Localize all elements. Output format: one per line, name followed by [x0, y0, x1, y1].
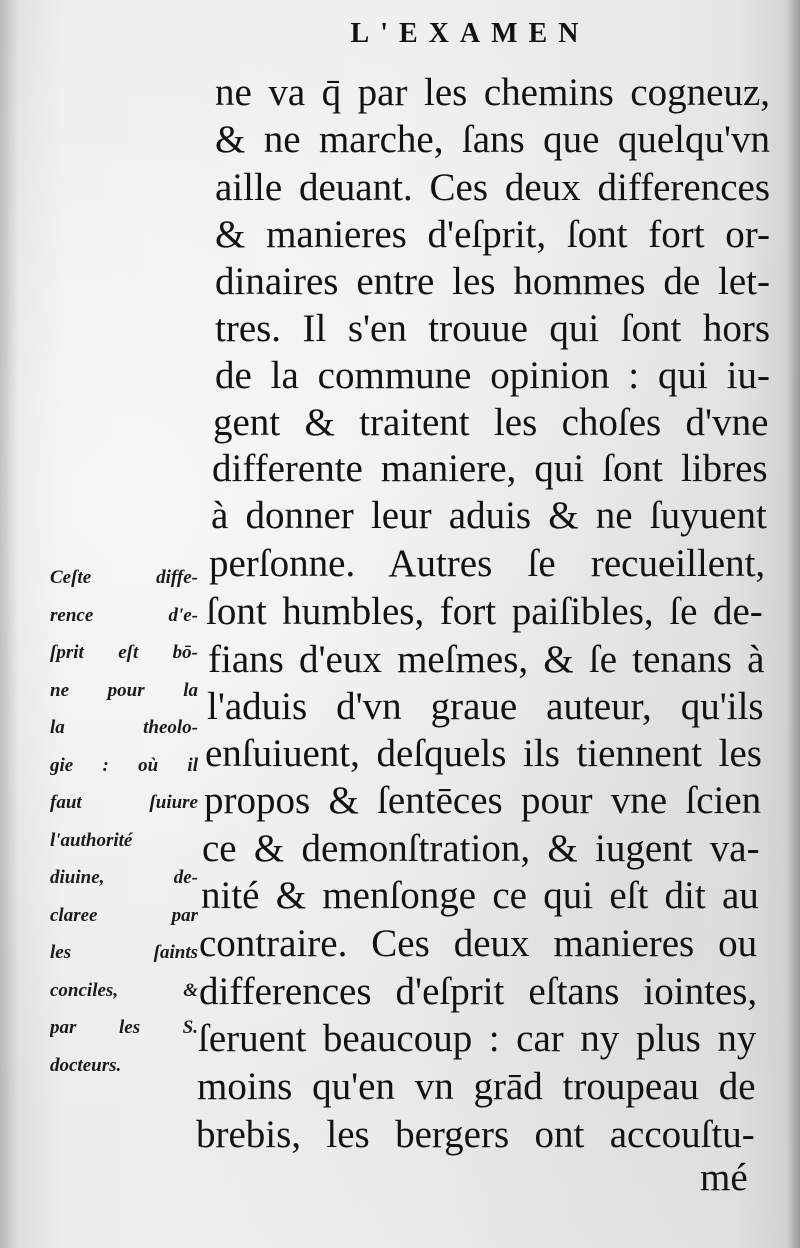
text-line: brebis, les bergers ont accouſtu- — [196, 1113, 755, 1156]
margin-note-line: ſprit eſt bō- — [50, 642, 198, 663]
text-line: enſuiuent, deſquels ils tiennent les — [205, 732, 762, 775]
text-line: ſeruent beaucoup : car ny plus ny — [198, 1017, 757, 1060]
catchword: mé — [700, 1156, 748, 1199]
margin-note-line: Ceſte diffe- — [50, 567, 198, 588]
margin-note-line: faut ſuiure — [50, 792, 198, 813]
margin-note-line: docteurs. — [50, 1054, 122, 1076]
margin-note-line: ne pour la — [50, 679, 198, 701]
margin-note-line: les ſaints — [50, 942, 198, 963]
text-line: propos & ſentēces pour vne ſcien — [204, 779, 762, 822]
margin-note-line: diuine, de- — [50, 867, 198, 888]
text-line: & ne marche, ſans que quelqu'vn — [215, 118, 770, 161]
text-line: & manieres d'eſprit, ſont fort or- — [215, 213, 770, 256]
text-line: differente maniere, qui ſont libres — [212, 447, 768, 490]
text-line: differences d'eſprit eſtans iointes, — [199, 970, 758, 1013]
text-line: gent & traitent les choſes d'vne — [213, 401, 769, 444]
margin-note-line: conciles, & — [50, 979, 198, 1001]
text-line: dinaires entre les hommes de let- — [215, 260, 770, 303]
page-edge-shadow-left — [0, 0, 18, 1248]
margin-note-line: par les S. — [50, 1017, 198, 1038]
text-line: contraire. Ces deux manieres ou — [199, 922, 758, 965]
text-line: à donner leur aduis & ne ſuyuent — [211, 494, 767, 537]
text-line: nité & menſonge ce qui eſt dit au — [201, 874, 759, 917]
text-line: fians d'eux meſmes, & ſe tenans à — [208, 638, 765, 681]
text-line: ce & demonſtration, & iugent va- — [202, 827, 760, 870]
page-edge-shadow-right — [786, 0, 800, 1248]
text-line: ne va q̄ par les chemins cogneuz, — [215, 71, 770, 114]
margin-note-line: rence d'e- — [50, 604, 198, 626]
text-line: perſonne. Autres ſe recueillent, — [209, 542, 766, 585]
running-title: L'EXAMEN — [350, 18, 590, 49]
margin-note-line: l'authorité — [50, 829, 133, 851]
text-line: aille deuant. Ces deux differences — [215, 166, 770, 209]
margin-note-line: gie : où il — [50, 754, 198, 776]
text-line: l'aduis d'vn graue auteur, qu'ils — [207, 685, 764, 728]
text-line: moins qu'en vn grād troupeau de — [197, 1065, 756, 1108]
margin-note-line: la theolo- — [50, 717, 198, 738]
text-line: de la commune opinion : qui iu- — [215, 354, 770, 397]
margin-note-line: claree par — [50, 904, 198, 926]
text-line: tres. Il s'en trouue qui ſont hors — [215, 307, 770, 350]
text-line: ſont humbles, fort paiſibles, ſe de- — [206, 590, 763, 633]
